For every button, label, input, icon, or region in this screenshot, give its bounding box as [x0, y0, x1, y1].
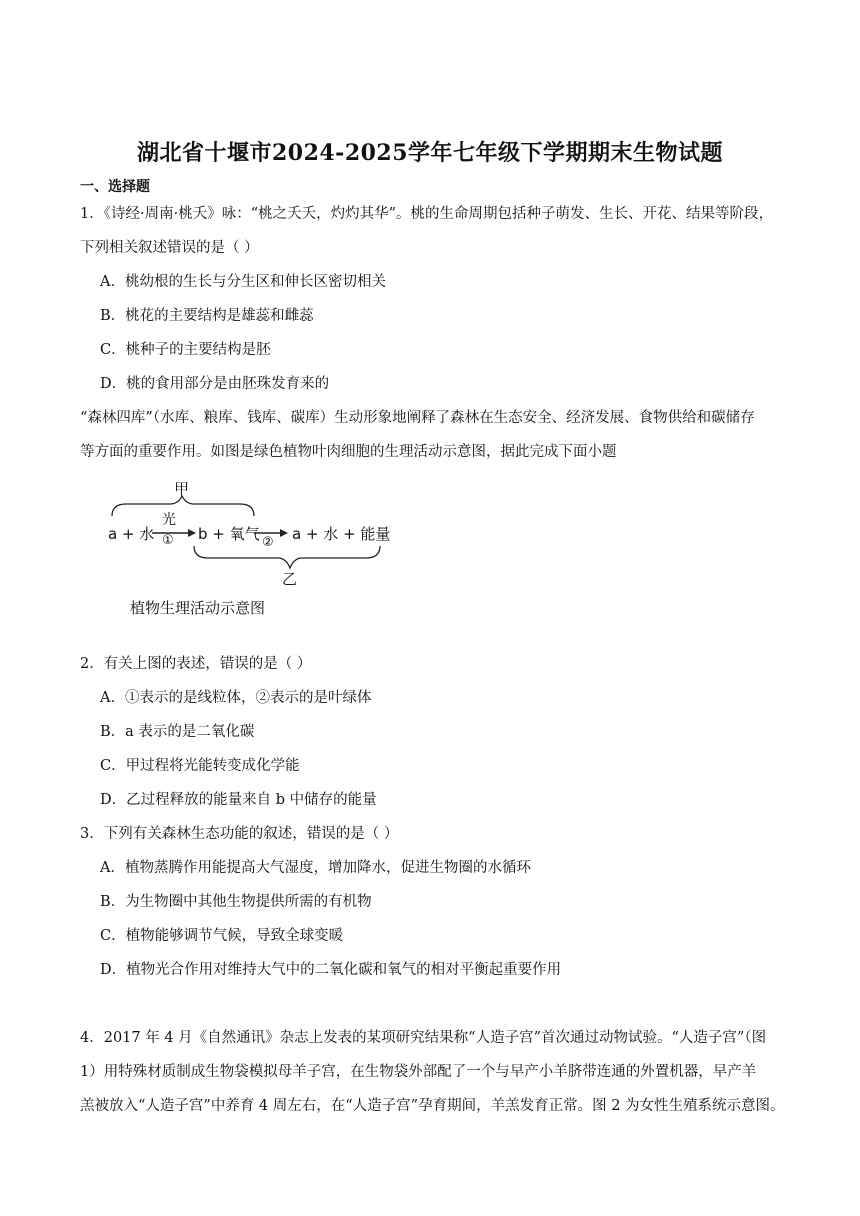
q1-option-c: C．桃种子的主要结构是胚	[100, 342, 271, 358]
intro-line2: 等方面的重要作用。如图是绿色植物叶肉细胞的生理活动示意图，据此完成下面小题	[80, 444, 617, 460]
q2-stem: 2．有关上图的表述，错误的是（ ）	[80, 656, 312, 672]
q2-option-c: C．甲过程将光能转变成化学能	[100, 758, 300, 774]
q4-stem-line2: 1）用特殊材质制成生物袋模拟母羊子宫，在生物袋外部配了一个与早产小羊脐带连通的外置机器，早产羊	[80, 1064, 757, 1080]
q1-option-b: B．桃花的主要结构是雄蕊和雌蕊	[100, 308, 314, 324]
q3-option-b: B．为生物圈中其他生物提供所需的有机物	[100, 894, 372, 910]
reactants-left: a + 水	[108, 525, 155, 543]
page-title: 湖北省十堰市2024-2025学年七年级下学期期末生物试题	[136, 140, 724, 166]
q4-stem-line3: 羔被放入“人造子宫”中养育 4 周左右，在“人造子宫”孕育期间，羊羔发育正常。图 2 为女性生殖系统示意图。	[80, 1098, 785, 1114]
q3-option-c: C．植物能够调节气候，导致全球变暖	[100, 928, 344, 944]
label-yi: 乙	[282, 570, 298, 588]
label-jia: 甲	[174, 480, 190, 498]
q2-option-b: B．a 表示的是二氧化碳	[100, 724, 255, 740]
label-light: 光	[162, 512, 176, 528]
q1-stem-line1: 1．《诗经·周南·桃夭》咏：“桃之夭夭，灼灼其华”。桃的生命周期包括种子萌发、生长、开花、结果等阶段，	[80, 206, 774, 222]
label-circle-1: ①	[162, 533, 174, 548]
intro-line1: “森林四库”（水库、粮库、钱库、碳库）生动形象地阐释了森林在生态安全、经济发展、食物供给和碳储存	[80, 410, 755, 426]
products-middle: b + 氧气	[198, 525, 260, 543]
q2-option-d: D．乙过程释放的能量来自 b 中储存的能量	[100, 792, 377, 808]
diagram-caption: 植物生理活动示意图	[130, 599, 266, 617]
q3-stem: 3．下列有关森林生态功能的叙述，错误的是（ ）	[80, 826, 399, 842]
q3-option-a: A．植物蒸腾作用能提高大气湿度，增加降水，促进生物圈的水循环	[100, 860, 531, 876]
label-circle-2: ②	[262, 535, 274, 550]
q3-option-d: D．植物光合作用对维持大气中的二氧化碳和氧气的相对平衡起重要作用	[100, 962, 562, 978]
q1-option-d: D．桃的食用部分是由胚珠发育来的	[100, 376, 330, 392]
q1-option-a: A．桃幼根的生长与分生区和伸长区密切相关	[100, 274, 386, 290]
products-right: a + 水 + 能量	[292, 525, 391, 543]
section-heading: 一、选择题	[80, 179, 150, 195]
q1-stem-line2: 下列相关叙述错误的是（ ）	[80, 240, 259, 256]
q2-option-a: A．①表示的是线粒体，②表示的是叶绿体	[100, 690, 372, 706]
q4-stem-line1: 4．2017 年 4 月《自然通讯》杂志上发表的某项研究结果称“人造子宫”首次通过动物试验。“人造子宫”（图	[80, 1030, 767, 1046]
